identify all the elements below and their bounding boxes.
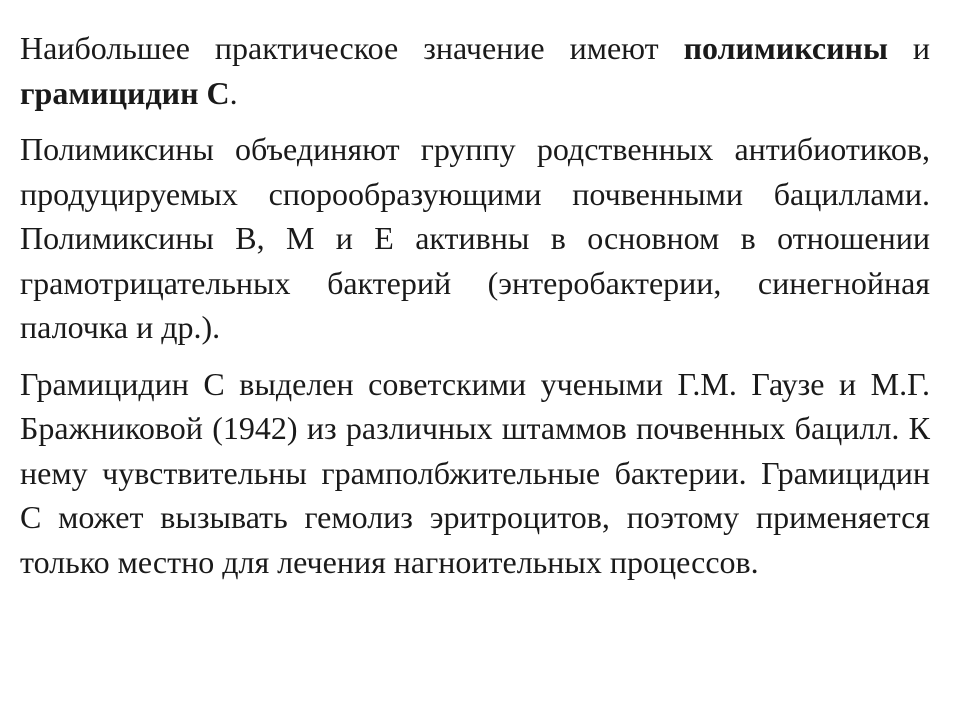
paragraph-intro	[20, 26, 930, 115]
intro-end: .	[229, 74, 238, 111]
paragraph-polymyxins: Полимиксины объединяют группу родственных антибиотиков, продуцируемых спорообразующими почвенными бациллами. Полимиксины В, М и Е активны в основном в отношении грамотрицательных бактерий (энтеробактерии, синегнойная палочка и др.).	[20, 131, 930, 345]
intro-lead: Наибольшее практическое значение имеют	[20, 30, 659, 66]
intro-conjunction: и	[912, 30, 930, 66]
slide-content	[20, 26, 930, 596]
term-polymyxins: полимиксины	[683, 30, 888, 66]
term-gramicidin: грамицидин С	[20, 74, 230, 111]
paragraph-gramicidin: Грамицидин С выделен советскими учеными Г.М. Гаузе и М.Г. Бражниковой (1942) из различных штаммов почвенных бацилл. К нему чувствительны грамполбжительные бактерии. Грамицидин С может вызывать гемолиз эритроцитов, поэтому применяется только местно для лечения нагноительных процессов.	[20, 365, 930, 580]
